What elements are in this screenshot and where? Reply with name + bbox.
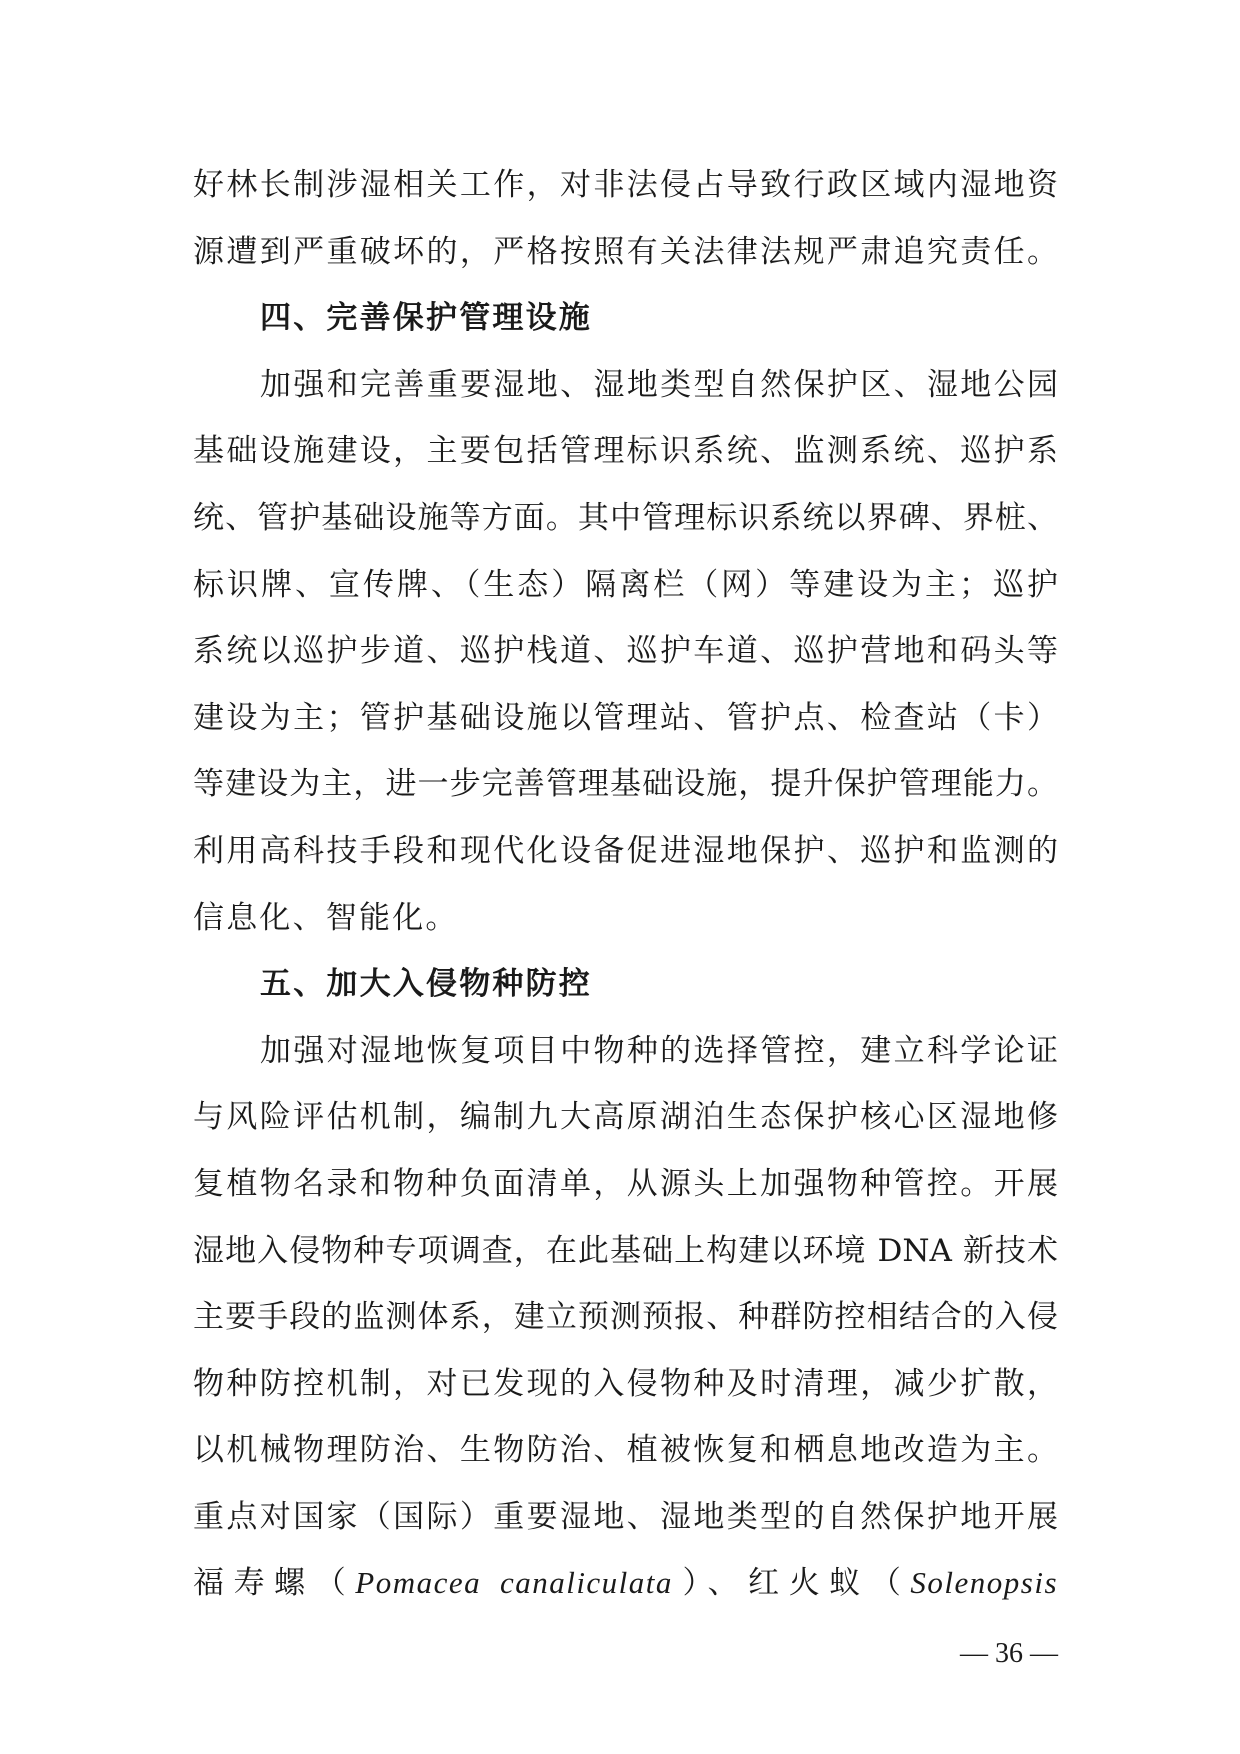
paragraph-line: 以机械物理防治、生物防治、植被恢复和栖息地改造为主。 [193, 1432, 1058, 1469]
paragraph-line: 加强和完善重要湿地、湿地类型自然保护区、湿地公园 [260, 366, 1058, 403]
paragraph-line: 加强对湿地恢复项目中物种的选择管控，建立科学论证 [260, 1032, 1058, 1069]
line-text-segment: 福寿螺（ [193, 1565, 356, 1602]
paragraph-line: 信息化、智能化。 [193, 899, 459, 936]
paragraph-line: 主要手段的监测体系，建立预测预报、种群防控相结合的入侵 [193, 1299, 1058, 1336]
paragraph-line: 标识牌、宣传牌、（生态）隔离栏（网）等建设为主；巡护 [193, 566, 1058, 603]
line-text-segment: ）、红火蚁（ [672, 1565, 911, 1602]
paragraph-line: 基础设施建设，主要包括管理标识系统、监测系统、巡护系 [193, 433, 1058, 470]
paragraph-line: 系统以巡护步道、巡护栈道、巡护车道、巡护营地和码头等 [193, 633, 1058, 670]
paragraph-line: 物种防控机制，对已发现的入侵物种及时清理，减少扩散， [193, 1365, 1058, 1402]
paragraph-line: 统、管护基础设施等方面。其中管理标识系统以界碑、界桩、 [193, 499, 1058, 536]
section-heading-5: 五、加大入侵物种防控 [260, 966, 592, 1003]
paragraph-line: 与风险评估机制，编制九大高原湖泊生态保护核心区湿地修 [193, 1099, 1058, 1136]
paragraph-line: 源遭到严重破坏的，严格按照有关法律法规严肃追究责任。 [193, 233, 1058, 270]
species-latin-name: Pomacea canaliculata [355, 1565, 673, 1601]
paragraph-line: 建设为主；管护基础设施以管理站、管护点、检查站（卡） [193, 699, 1058, 736]
body-text [193, 152, 1058, 1617]
paragraph-line: 好林长制涉湿相关工作，对非法侵占导致行政区域内湿地资 [193, 167, 1058, 203]
page-number: — 36 — [960, 1638, 1058, 1669]
section-heading-4: 四、完善保护管理设施 [260, 300, 592, 337]
paragraph-line: 利用高科技手段和现代化设备促进湿地保护、巡护和监测的 [193, 832, 1058, 869]
paragraph-line: 等建设为主，进一步完善管理基础设施，提升保护管理能力。 [193, 766, 1058, 803]
paragraph-line: 复植物名录和物种负面清单，从源头上加强物种管控。开展 [193, 1165, 1058, 1202]
paragraph-line: 重点对国家（国际）重要湿地、湿地类型的自然保护地开展 [193, 1498, 1058, 1535]
paragraph-line [193, 1550, 1058, 1617]
paragraph-line: 湿地入侵物种专项调查，在此基础上构建以环境 DNA 新技术 [193, 1232, 1058, 1269]
species-latin-name: Solenopsis [910, 1565, 1058, 1601]
